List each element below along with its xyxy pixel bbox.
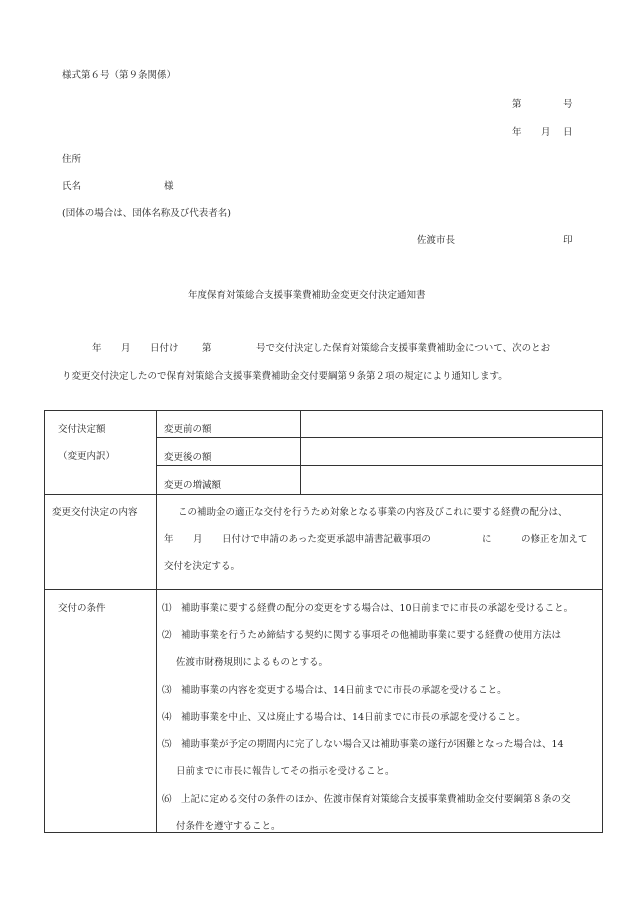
amount-row-divider-1: [156, 437, 603, 438]
content-dated: 日付けで申請のあった変更承認申請書記載事項の: [222, 534, 431, 545]
name-label: 氏名: [62, 181, 82, 192]
condition-item: ⑵ 補助事業を行うため締結する契約に関する事項その他補助事業に要する経費の使用方法は: [162, 630, 562, 641]
condition-item: ⑷ 補助事業を中止、又は廃止する場合は、14日前までに市長の承認を受けること。: [162, 712, 526, 723]
body-line2: り変更交付決定したので保育対策総合支援事業費補助金交付要綱第９条第２項の規定により通知します。: [62, 371, 508, 382]
condition-item: ⑸ 補助事業が予定の期間内に完了しない場合又は補助事業の遂行が困難となった場合は、14: [162, 739, 564, 750]
table-row-divider-2: [44, 589, 603, 590]
content-ni: に: [482, 534, 492, 545]
table-border-right: [602, 410, 603, 833]
body-dated: 日付け: [150, 343, 179, 354]
honorific: 様: [164, 181, 174, 192]
doc-number-suffix: 号: [563, 99, 573, 110]
condition-item: ⑶ 補助事業の内容を変更する場合は、14日前までに市長の承認を受けること。: [162, 685, 507, 696]
doc-number-prefix: 第: [512, 99, 522, 110]
group-note: (団体の場合は、団体名称及び代表者名): [62, 208, 231, 219]
body-month: 月: [121, 343, 131, 354]
table-border-bottom: [44, 832, 603, 833]
condition-item: ⑹ 上記に定める交付の条件のほか、佐渡市保育対策総合支援事業費補助金交付要綱第８条の交: [162, 794, 571, 805]
content-line1: この補助金の適正な交付を行うため対象となる事業の内容及びこれに要する経費の配分は、: [178, 507, 568, 518]
conditions-label: 交付の条件: [58, 603, 106, 614]
content-month: 月: [193, 534, 203, 545]
amount-label-sub: （変更内訳）: [58, 451, 116, 462]
table-row-divider-1: [44, 494, 603, 495]
seal-mark: 印: [563, 235, 573, 246]
date-day: 日: [563, 127, 573, 138]
content-rest: の修正を加えて: [521, 534, 588, 545]
date-year: 年: [512, 127, 522, 138]
issuer-title: 佐渡市長: [417, 235, 456, 246]
content-label: 変更交付決定の内容: [52, 507, 138, 518]
table-border-top: [44, 410, 603, 411]
condition-item-continued: 付条件を遵守すること。: [176, 821, 281, 832]
form-number: 様式第６号（第９条関係）: [62, 70, 177, 81]
date-month: 月: [541, 127, 551, 138]
address-label: 住所: [62, 154, 82, 165]
content-year: 年: [164, 534, 174, 545]
amount-inner-divider: [300, 410, 301, 495]
body-dai: 第: [202, 343, 212, 354]
body-line1-rest: 号で交付決定した保育対策総合支援事業費補助金について、次のとお: [256, 343, 551, 354]
amount-after-label: 変更後の額: [164, 452, 212, 463]
amount-row-divider-2: [156, 465, 603, 466]
amount-diff-label: 変更の増減額: [164, 480, 222, 491]
document-title: 年度保育対策総合支援事業費補助金変更交付決定通知書: [188, 290, 426, 301]
condition-item-continued: 佐渡市財務規則によるものとする。: [176, 657, 329, 668]
table-column-divider: [156, 410, 157, 833]
table-border-left: [44, 410, 45, 833]
amount-label: 交付決定額: [58, 424, 106, 435]
body-year: 年: [92, 343, 102, 354]
condition-item: ⑴ 補助事業に要する経費の配分の変更をする場合は、10日前までに市長の承認を受けること。: [162, 603, 574, 614]
content-line3: 交付を決定する。: [164, 561, 241, 572]
amount-before-label: 変更前の額: [164, 424, 212, 435]
condition-item-continued: 日前までに市長に報告してその指示を受けること。: [176, 766, 395, 777]
